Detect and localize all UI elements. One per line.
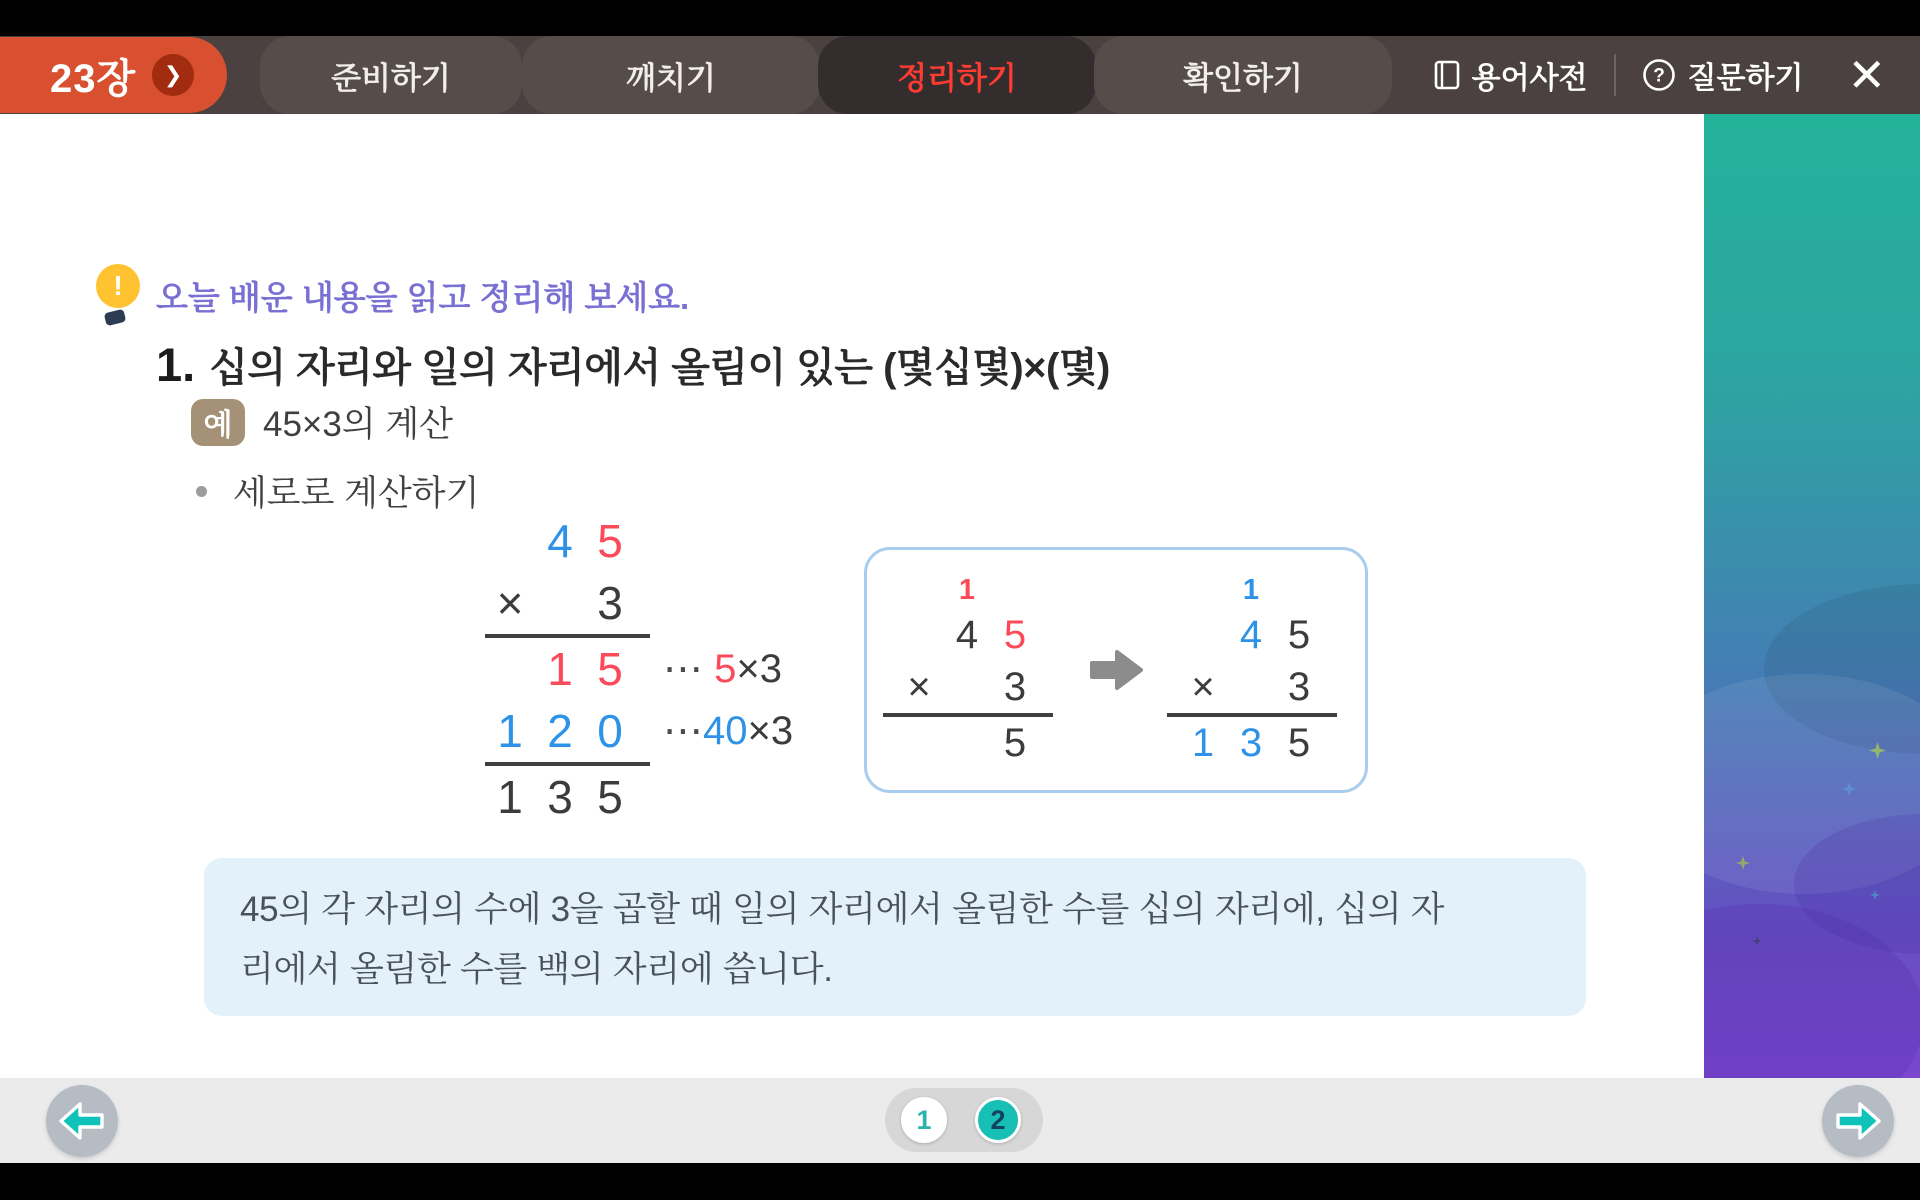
note-seg: 40: [703, 709, 748, 753]
method-bullet-row: [196, 466, 479, 516]
calc-row-partial-ones: [485, 638, 782, 700]
question-label: 질문하기: [1687, 62, 1804, 95]
carry-row: [895, 571, 1053, 609]
digit: 1: [497, 771, 523, 823]
step1-calculation: [895, 571, 1053, 769]
page-indicator: [885, 1088, 1043, 1152]
tab-junbi[interactable]: [260, 36, 522, 114]
lightbulb-icon: [96, 264, 140, 326]
digit: 5: [1287, 612, 1311, 657]
tab-label: 준비하기: [331, 60, 451, 96]
tip-text: 오늘 배운 내용을 읽고 정리해 보세요.: [156, 278, 690, 316]
tab-jeongri-active[interactable]: [818, 36, 1096, 114]
glossary-button[interactable]: [1434, 53, 1588, 97]
digit: 1: [958, 573, 976, 606]
arrow-left-icon: [57, 1099, 107, 1143]
row-multiplicand: [1179, 609, 1337, 661]
chevron-right-icon: ❯: [163, 62, 183, 87]
svg-text:?: ?: [1652, 65, 1665, 87]
section-heading: [156, 336, 1110, 393]
digit: 5: [597, 515, 623, 567]
note-seg: ⋯: [663, 709, 703, 753]
chapter-label: 23장: [50, 56, 137, 101]
calc-row-multiplier: [485, 572, 635, 634]
digit: 5: [1003, 720, 1027, 765]
note-line: 리에서 올림한 수를 백의 자리에 씁니다.: [240, 950, 833, 989]
digit: 5: [1003, 612, 1027, 657]
digit: 3: [597, 577, 623, 629]
digit: 1: [1242, 573, 1260, 606]
note-seg: 5: [703, 647, 737, 691]
row-multiplicand: [895, 609, 1053, 661]
row-result: [1179, 717, 1337, 769]
digit: 1: [547, 643, 573, 695]
digit: 4: [547, 515, 573, 567]
chapter-badge[interactable]: [0, 37, 227, 113]
example-badge: 예: [191, 399, 245, 446]
exclamation-glyph: !: [113, 270, 123, 301]
chapter-expand-button[interactable]: [152, 54, 194, 96]
question-circle-icon: [1642, 58, 1676, 92]
digit: 3: [1003, 664, 1027, 709]
header-bar: [0, 36, 1920, 114]
digit: 5: [1287, 720, 1311, 765]
digit: ×: [496, 577, 524, 629]
bullet-icon: [196, 486, 207, 497]
example-row: [191, 397, 453, 447]
calc-note-ones: [663, 646, 782, 692]
carry-row: [1179, 571, 1337, 609]
bulb-base: [104, 309, 127, 326]
calc-note-tens: [663, 708, 793, 754]
tip-row: [96, 264, 689, 326]
digit: 1: [1191, 720, 1215, 765]
carry-steps-box: [864, 547, 1368, 793]
tab-label: 깨치기: [626, 60, 716, 96]
method-bullet-text: 세로로 계산하기: [233, 474, 480, 513]
vertical-calculation: [485, 510, 794, 828]
tab-hwagin[interactable]: [1094, 36, 1392, 114]
header-tools: [1434, 36, 1920, 114]
page-dot-2[interactable]: 2: [975, 1097, 1021, 1143]
note-seg: ⋯: [663, 647, 703, 691]
note-seg: ×3: [747, 709, 794, 753]
digit: 5: [597, 643, 623, 695]
digit: 2: [547, 705, 573, 757]
page-dot-1[interactable]: 1: [901, 1097, 947, 1143]
digit: 1: [497, 705, 523, 757]
arrow-right-icon: [1833, 1099, 1883, 1143]
divider: [1614, 54, 1616, 96]
digit: 3: [547, 771, 573, 823]
calc-row-partial-tens: [485, 700, 794, 762]
digit: 4: [955, 612, 979, 657]
note-line: 45의 각 자리의 수에 3을 곱할 때 일의 자리에서 올림한 수를 십의 자리에, 십의 자: [240, 890, 1445, 929]
digit: 4: [1239, 612, 1263, 657]
calc-row-multiplicand: [485, 510, 635, 572]
section-title: 십의 자리와 일의 자리에서 올림이 있는 (몇십몇)×(몇): [209, 346, 1110, 390]
note-seg: ×3: [736, 647, 782, 691]
arrow-right-icon: [1087, 648, 1145, 692]
digit: 5: [597, 771, 623, 823]
digit: 3: [1287, 664, 1311, 709]
digit: ×: [1191, 664, 1215, 709]
explanation-note: [204, 858, 1586, 1016]
digits: [485, 642, 635, 696]
question-button[interactable]: [1642, 53, 1804, 97]
close-icon[interactable]: ✕: [1847, 49, 1886, 101]
row-result: [895, 717, 1053, 769]
bottom-navigation-bar: [0, 1078, 1920, 1163]
digits: [485, 704, 635, 758]
section-number: 1.: [156, 338, 196, 391]
lesson-content: [0, 114, 1920, 1078]
row-multiplier: [1179, 661, 1337, 713]
digit: 0: [597, 705, 623, 757]
book-icon: [1434, 59, 1460, 91]
digit: 3: [1239, 720, 1263, 765]
tab-label: 확인하기: [1183, 60, 1303, 96]
decorative-side-panel: [1704, 114, 1920, 1078]
row-multiplier: [895, 661, 1053, 713]
tab-kkaechi[interactable]: [522, 36, 820, 114]
calc-row-result: [485, 766, 635, 828]
glossary-label: 용어사전: [1471, 62, 1588, 95]
tab-label: 정리하기: [897, 60, 1017, 96]
step2-calculation: [1179, 571, 1337, 769]
next-page-button[interactable]: [1822, 1085, 1894, 1157]
digit: ×: [907, 664, 931, 709]
prev-page-button[interactable]: [46, 1085, 118, 1157]
example-text: 45×3의 계산: [263, 405, 453, 444]
